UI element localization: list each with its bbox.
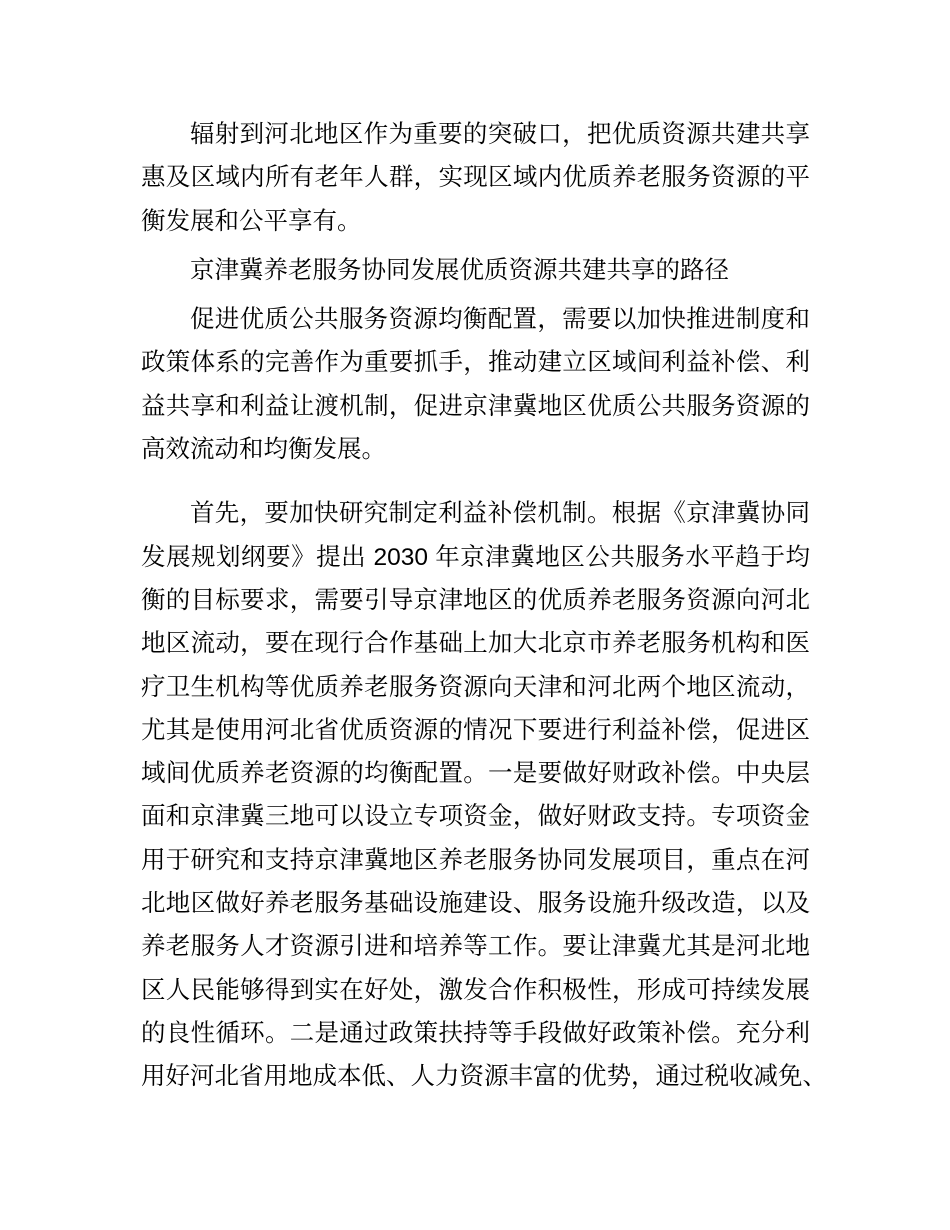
text-line: 辐射到河北地区作为重要的突破口，把优质资源共建共享 [190, 121, 810, 148]
text-line: 面和京津冀三地可以设立专项资金，做好财政支持。专项资金 [141, 803, 810, 831]
text-line: 惠及区域内所有老年人群，实现区域内优质养老服务资源的平 [141, 164, 810, 192]
text-line: 尤其是使用河北省优质资源的情况下要进行利益补偿，促进区 [141, 716, 810, 744]
text-line: 衡的目标要求，需要引导京津地区的优质养老服务资源向河北 [141, 586, 810, 614]
paragraph-subheading [141, 249, 810, 292]
text-line: 的良性循环。二是通过政策扶持等手段做好政策补偿。充分利 [141, 1019, 810, 1047]
text-line: 地区流动，要在现行合作基础上加大北京市养老服务机构和医 [141, 630, 810, 658]
text-line: 政策体系的完善作为重要抓手，推动建立区域间利益补偿、利 [141, 349, 810, 377]
text-line: 益共享和利益让渡机制，促进京津冀地区优质公共服务资源的 [141, 392, 810, 420]
text-line: 疗卫生机构等优质养老服务资源向天津和河北两个地区流动， [141, 673, 810, 701]
text-line: 京津冀养老服务协同发展优质资源共建共享的路径 [190, 256, 729, 284]
paragraph-firstly [141, 492, 827, 1098]
document-body [141, 113, 827, 1099]
paragraph-intro [141, 113, 810, 243]
text-line: 北地区做好养老服务基础设施建设、服务设施升级改造，以及 [141, 890, 810, 918]
text-line: 域间优质养老资源的均衡配置。一是要做好财政补偿。中央层 [141, 760, 810, 788]
text-line: 促进优质公共服务资源均衡配置，需要以加快推进制度和 [190, 306, 810, 334]
text-line: 用好河北省用地成本低、人力资源丰富的优势，通过税收减免、 [141, 1063, 827, 1091]
text-line: 养老服务人才资源引进和培养等工作。要让津冀尤其是河北地 [141, 933, 810, 961]
paragraph-policy [141, 298, 810, 471]
text-line: 高效流动和均衡发展。 [141, 436, 386, 464]
text-line: 首先，要加快研究制定利益补偿机制。根据《京津冀协同 [190, 500, 810, 528]
text-line: 区人民能够得到实在好处，激发合作积极性，形成可持续发展 [141, 976, 810, 1004]
text-line: 衡发展和公平享有。 [141, 207, 362, 235]
text-line: 发展规划纲要》提出 2030 年京津冀地区公共服务水平趋于均 [141, 543, 810, 571]
text-line: 用于研究和支持京津冀地区养老服务协同发展项目，重点在河 [141, 846, 810, 874]
